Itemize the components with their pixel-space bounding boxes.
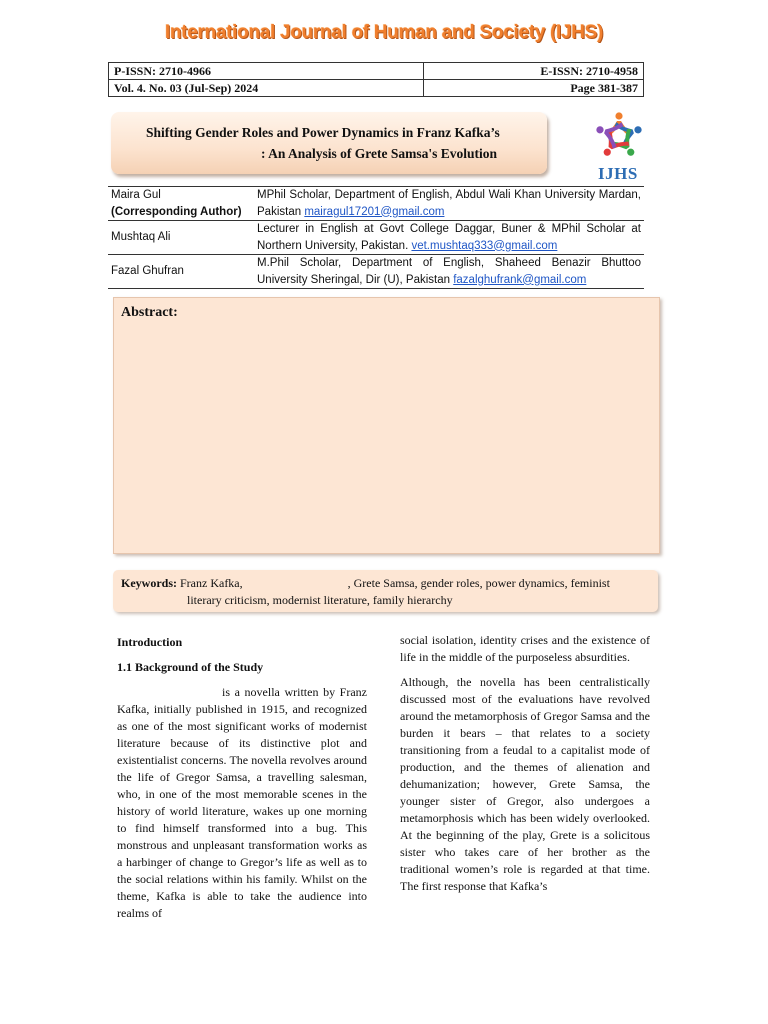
author-name-cell xyxy=(108,221,254,255)
e-issn: E-ISSN: 2710-4958 xyxy=(423,63,643,80)
page-range: Page 381-387 xyxy=(423,80,643,97)
keywords-box xyxy=(113,570,658,612)
abstract-box xyxy=(113,297,660,554)
keywords-part-2: , Grete Samsa, gender roles, power dynamics, feminist xyxy=(347,576,610,590)
keywords-part-1: Franz Kafka, xyxy=(180,576,243,590)
volume-issue: Vol. 4. No. 03 (Jul-Sep) 2024 xyxy=(109,80,424,97)
body-paragraph: social isolation, identity crises and the existence of life in the middle of the purposeless absurdities. xyxy=(400,633,650,664)
author-row xyxy=(108,255,644,289)
author-role: (Corresponding Author) xyxy=(111,205,242,218)
author-email-link[interactable]: fazalghufrank@gmail.com xyxy=(453,273,587,286)
author-affiliation: Lecturer in English at Govt College Daggar, Buner & MPhil Scholar at Northern University, Pakistan. xyxy=(257,223,641,252)
keywords-line-2: literary criticism, modernist literature, family hierarchy xyxy=(187,593,453,607)
author-row xyxy=(108,187,644,221)
author-name-cell xyxy=(108,255,254,289)
authors-table xyxy=(108,186,644,289)
paper-title-box xyxy=(111,112,547,174)
abstract-label: Abstract: xyxy=(121,305,178,320)
journal-title: International Journal of Human and Society (IJHS) xyxy=(164,22,604,43)
author-email-link[interactable]: vet.mushtaq333@gmail.com xyxy=(411,239,558,252)
author-row xyxy=(108,221,644,255)
body-column-right xyxy=(400,632,650,903)
author-name-cell xyxy=(108,187,254,221)
issn-table xyxy=(108,62,644,97)
body-paragraph-text: is a novella written by Franz Kafka, initially published in 1915, and recognized as one of the most significant works of modernist literature because of its distinctive plot and existentialist concerns. The novella revolves around the life of Gregor Samsa, a travelling salesman, who, in one of the most memorable scenes in the history of world literature, wakes up one morning to find himself transformed into a bug. This monstrous and unpleasant transformation works as a harbinger of change to Gregor’s life as well as to the social relations within his family. Whilst on the theme, Kafka is able to take the audience into realms of xyxy=(117,685,367,920)
author-affiliation-cell xyxy=(254,255,644,289)
body-column-left xyxy=(117,632,367,930)
background-subheading: 1.1 Background of the Study xyxy=(117,660,264,674)
author-affiliation: M.Phil Scholar, Department of English, Shaheed Benazir Bhuttoo University Sheringal, Dir (U), Pakistan xyxy=(257,257,641,286)
logo-text: IJHS xyxy=(598,164,638,183)
body-paragraph: Although, the novella has been centralistically discussed most of the evaluations have revolved around the metamorphosis of Gregor Samsa and the burden it bears – that relates to a society transitioning from a feudal to a capitalist mode of production, and the themes of alienation and dehumanization; however, Grete Samsa, the younger sister of Gregor, also undergoes a metamorphosis which has been widely overlooked. At the beginning of the play, Grete is a solicitous sister who takes care of her brother as the traditional women’s role is regarded at that time. The first response that Kafka’s xyxy=(400,675,650,893)
author-name: Maira Gul xyxy=(111,189,161,201)
journal-logo xyxy=(588,108,650,184)
author-name: Mushtaq Ali xyxy=(111,231,171,244)
paper-title-line-1: Shifting Gender Roles and Power Dynamics in Franz Kafka’s xyxy=(146,125,500,140)
author-affiliation: MPhil Scholar, Department of English, Abdul Wali Khan University Mardan, Pakistan xyxy=(257,189,641,218)
author-affiliation-cell xyxy=(254,187,644,221)
body-paragraph xyxy=(117,684,367,922)
people-circle-icon xyxy=(588,108,650,166)
author-name: Fazal Ghufran xyxy=(111,265,184,278)
paper-title-line-2: : An Analysis of Grete Samsa's Evolution xyxy=(261,146,498,161)
keywords-label: Keywords: xyxy=(121,576,177,590)
author-affiliation-cell xyxy=(254,221,644,255)
author-email-link[interactable]: mairagul17201@gmail.com xyxy=(304,205,445,218)
keywords-line-1 xyxy=(121,575,651,592)
introduction-heading: Introduction xyxy=(117,635,183,649)
p-issn: P-ISSN: 2710-4966 xyxy=(109,63,424,80)
